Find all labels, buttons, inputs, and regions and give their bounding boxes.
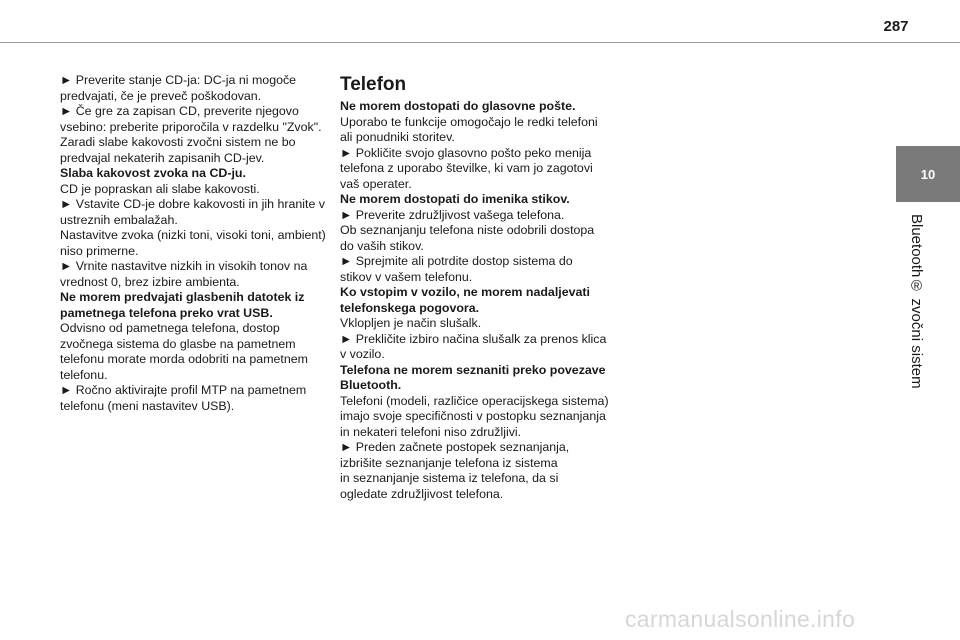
chapter-number-tab: 10 [896, 146, 960, 202]
text-line: ► Preverite združljivost vašega telefona. [340, 207, 565, 222]
text-line: Vklopljen je način slušalk. [340, 316, 482, 330]
page-number: 287 [883, 18, 909, 35]
text-line: ► Če gre za zapisan CD, preverite njegovo [60, 104, 299, 118]
text-line: ► Pokličite svojo glasovno pošto peko menija [340, 145, 592, 160]
text-line: izbrišite seznanjanje telefona iz sistema [340, 455, 558, 470]
right-column [340, 73, 608, 502]
text-line: niso primerne. [60, 243, 139, 258]
text-line: ► Vrnite nastavitve nizkih in visokih tonov na [60, 259, 308, 273]
text-line: in nekateri telefoni niso združljivi. [340, 424, 522, 439]
text-line: ► Sprejmite ali potrdite dostop sistema do [340, 254, 573, 268]
bold-text-line: pametnega telefona preko vrat USB. [60, 305, 273, 320]
text-line: Zaradi slabe kakovosti zvočni sistem ne bo [60, 135, 296, 149]
text-line: vsebino: preberite priporočila v razdelku "Zvok". [60, 119, 322, 134]
chapter-title: Bluetooth® zvočni sistem [908, 214, 925, 389]
text-line: predvajati, če je preveč poškodovan. [60, 88, 262, 103]
bold-text-line: Ne morem predvajati glasbenih datotek iz [60, 290, 305, 304]
text-line: Nastavitve zvoka (nizki toni, visoki toni, ambient) [60, 228, 326, 242]
watermark: carmanualsonline.info [625, 606, 856, 632]
section-heading: Telefon [340, 74, 407, 95]
bold-text-line: Ko vstopim v vozilo, ne morem nadaljevati [340, 285, 590, 299]
left-column [60, 73, 328, 414]
text-line: telefonu morate morda odobriti na pametnem [60, 352, 308, 366]
text-line: Uporabo te funkcije omogočajo le redki telefoni [340, 114, 598, 129]
text-line: telefonu. [60, 367, 108, 382]
text-line: Odvisno od pametnega telefona, dostop [60, 321, 280, 335]
text-line: ali ponudniki storitev. [340, 130, 455, 144]
text-line: v vozilo. [340, 347, 385, 361]
header-rule [0, 42, 960, 43]
bold-text-line: Telefona ne morem seznaniti preko povezave [340, 362, 606, 377]
bold-text-line: Slaba kakovost zvoka na CD-ju. [60, 166, 246, 180]
text-line: imajo svoje specifičnosti v postopku seznanjanja [340, 409, 606, 423]
text-line: do vaših stikov. [340, 238, 424, 253]
bold-text-line: Ne morem dostopati do glasovne pošte. [340, 99, 576, 113]
text-line: telefona z uporabo številke, ki vam jo zagotovi [340, 161, 593, 175]
text-line: ustreznih embalažah. [60, 212, 178, 227]
text-line: telefonu (meni nastavitev USB). [60, 398, 235, 413]
bold-text-line: Bluetooth. [340, 378, 402, 392]
text-line: Telefoni (modeli, različice operacijskega sistema) [340, 393, 609, 408]
text-line: ogledate združljivost telefona. [340, 486, 504, 501]
right-column-body [340, 99, 608, 502]
text-line: CD je popraskan ali slabe kakovosti. [60, 181, 260, 196]
bold-text-line: Ne morem dostopati do imenika stikov. [340, 192, 570, 206]
text-line: ► Preden začnete postopek seznanjanja, [340, 440, 570, 454]
bold-text-line: telefonskega pogovora. [340, 300, 480, 315]
text-line: predvajal nekaterih zapisanih CD-jev. [60, 150, 265, 165]
text-line: ► Prekličite izbiro načina slušalk za prenos klica [340, 331, 607, 346]
text-line: zvočnega sistema do glasbe na pametnem [60, 336, 296, 351]
text-line: ► Vstavite CD-je dobre kakovosti in jih hranite v [60, 197, 326, 211]
text-line: vrednost 0, brez izbire ambienta. [60, 274, 240, 289]
text-line: stikov v vašem telefonu. [340, 269, 473, 284]
text-line: in seznanjanje sistema iz telefona, da si [340, 471, 559, 485]
text-line: ► Preverite stanje CD-ja: DC-ja ni mogoče [60, 73, 297, 87]
text-line: vaš operater. [340, 176, 412, 191]
text-line: ► Ročno aktivirajte profil MTP na pametnem [60, 383, 307, 397]
text-line: Ob seznanjanju telefona niste odobrili dostopa [340, 223, 595, 237]
